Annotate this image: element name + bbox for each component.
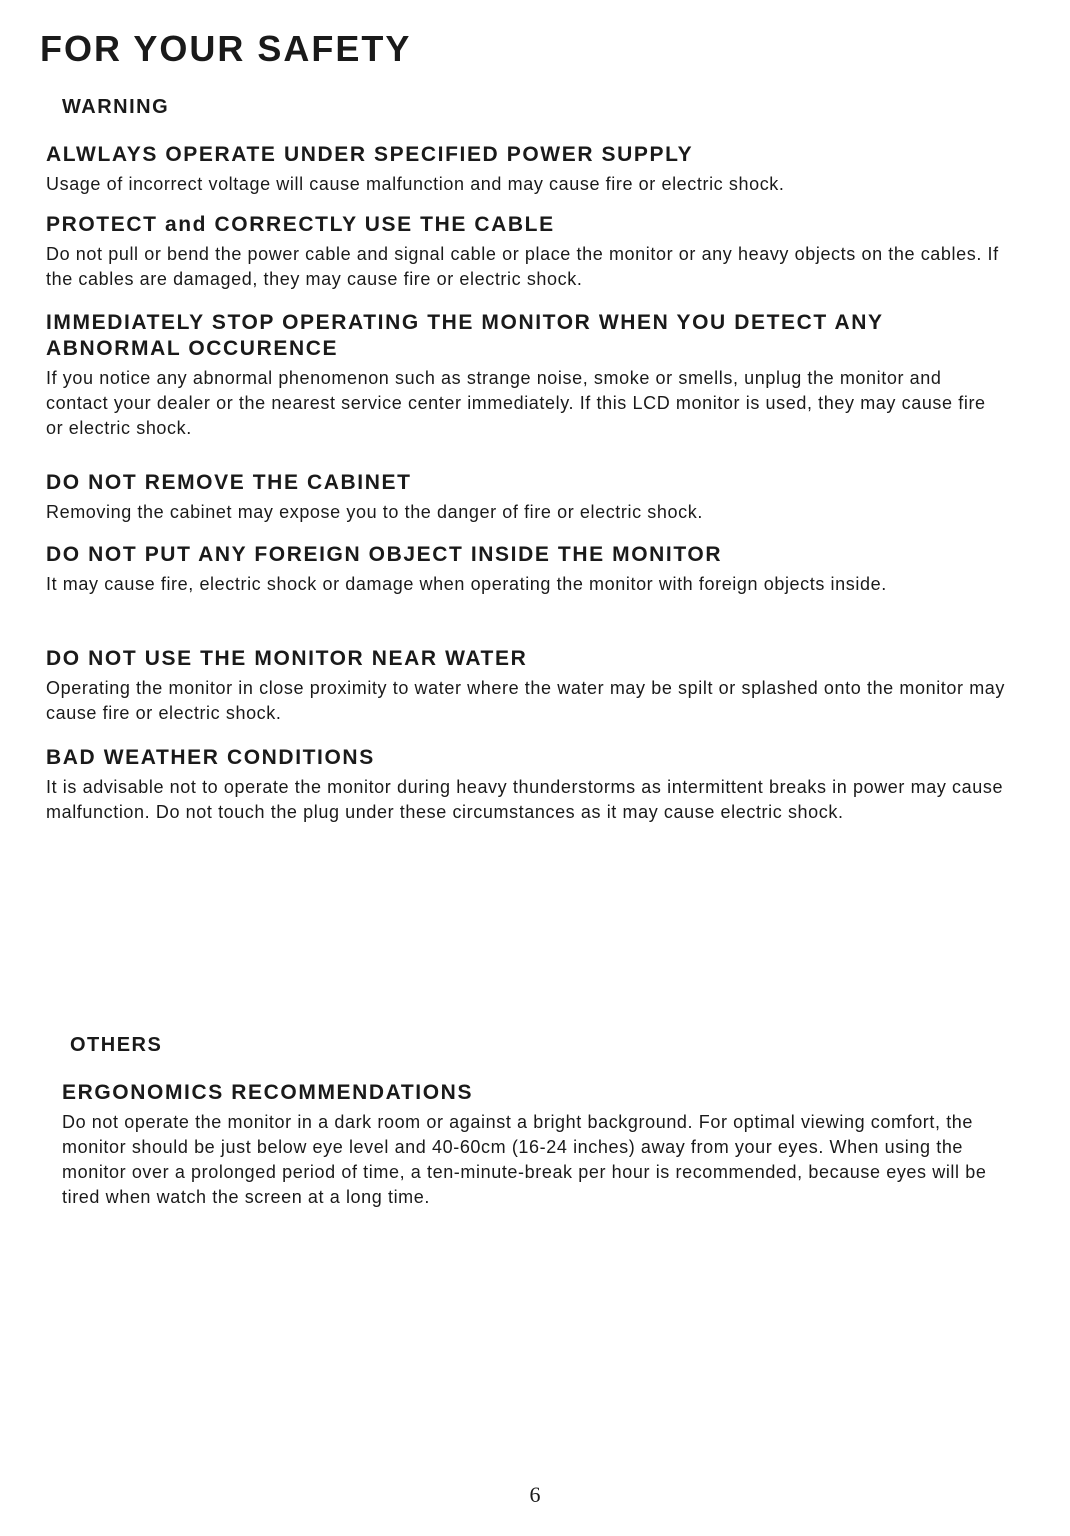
section-body: Do not operate the monitor in a dark room or against a bright background. For optimal viewing comfort, the monitor should be just below eye level and 40-60cm (16-24 inches) away from your eyes. When using the monitor over a prolonged period of time, a ten-minute-break per hour is recommended, because eyes will be tired when watch the screen at a long time. — [62, 1112, 987, 1207]
section-heading: ALWLAYS OPERATE UNDER SPECIFIED POWER SUPPLY — [46, 143, 694, 166]
section-body: It may cause fire, electric shock or damage when operating the monitor with foreign objects inside. — [46, 574, 887, 594]
section-heading: PROTECT and CORRECTLY USE THE CABLE — [46, 213, 555, 236]
page-title: FOR YOUR SAFETY — [40, 28, 412, 69]
section-abnormal-occurence — [46, 310, 1006, 441]
section-heading: IMMEDIATELY STOP OPERATING THE MONITOR WHEN YOU DETECT ANY ABNORMAL OCCURENCE — [46, 311, 884, 360]
section-heading: ERGONOMICS RECOMMENDATIONS — [62, 1081, 474, 1104]
section-body: If you notice any abnormal phenomenon such as strange noise, smoke or smells, unplug the monitor and contact your dealer or the nearest service center immediately. If this LCD monitor is used, they may cause fire or electric shock. — [46, 368, 986, 438]
section-cable — [46, 212, 1006, 292]
section-power-supply — [46, 142, 1006, 197]
page-number: 6 — [529, 1482, 541, 1507]
others-label: OTHERS — [70, 1034, 163, 1056]
section-heading: DO NOT REMOVE THE CABINET — [46, 471, 412, 494]
section-heading: DO NOT USE THE MONITOR NEAR WATER — [46, 647, 528, 670]
section-body: Removing the cabinet may expose you to the danger of fire or electric shock. — [46, 502, 703, 522]
section-foreign-object — [46, 542, 1006, 597]
section-body: Do not pull or bend the power cable and signal cable or place the monitor or any heavy objects on the cables. If the cables are damaged, they may cause fire or electric shock. — [46, 244, 999, 289]
section-body: It is advisable not to operate the monitor during heavy thunderstorms as intermittent breaks in power may cause malfunction. Do not touch the plug under these circumstances as it may cause electric shock. — [46, 777, 1004, 822]
section-heading: BAD WEATHER CONDITIONS — [46, 746, 375, 769]
section-bad-weather — [46, 745, 1006, 825]
warning-label: WARNING — [62, 96, 170, 118]
section-ergonomics — [62, 1080, 1012, 1210]
section-body: Operating the monitor in close proximity to water where the water may be spilt or splashed onto the monitor may cause fire or electric shock. — [46, 678, 1006, 723]
section-heading: DO NOT PUT ANY FOREIGN OBJECT INSIDE THE MONITOR — [46, 543, 723, 566]
section-body: Usage of incorrect voltage will cause malfunction and may cause fire or electric shock. — [46, 174, 785, 194]
section-near-water — [46, 646, 1006, 726]
section-cabinet — [46, 470, 1006, 525]
